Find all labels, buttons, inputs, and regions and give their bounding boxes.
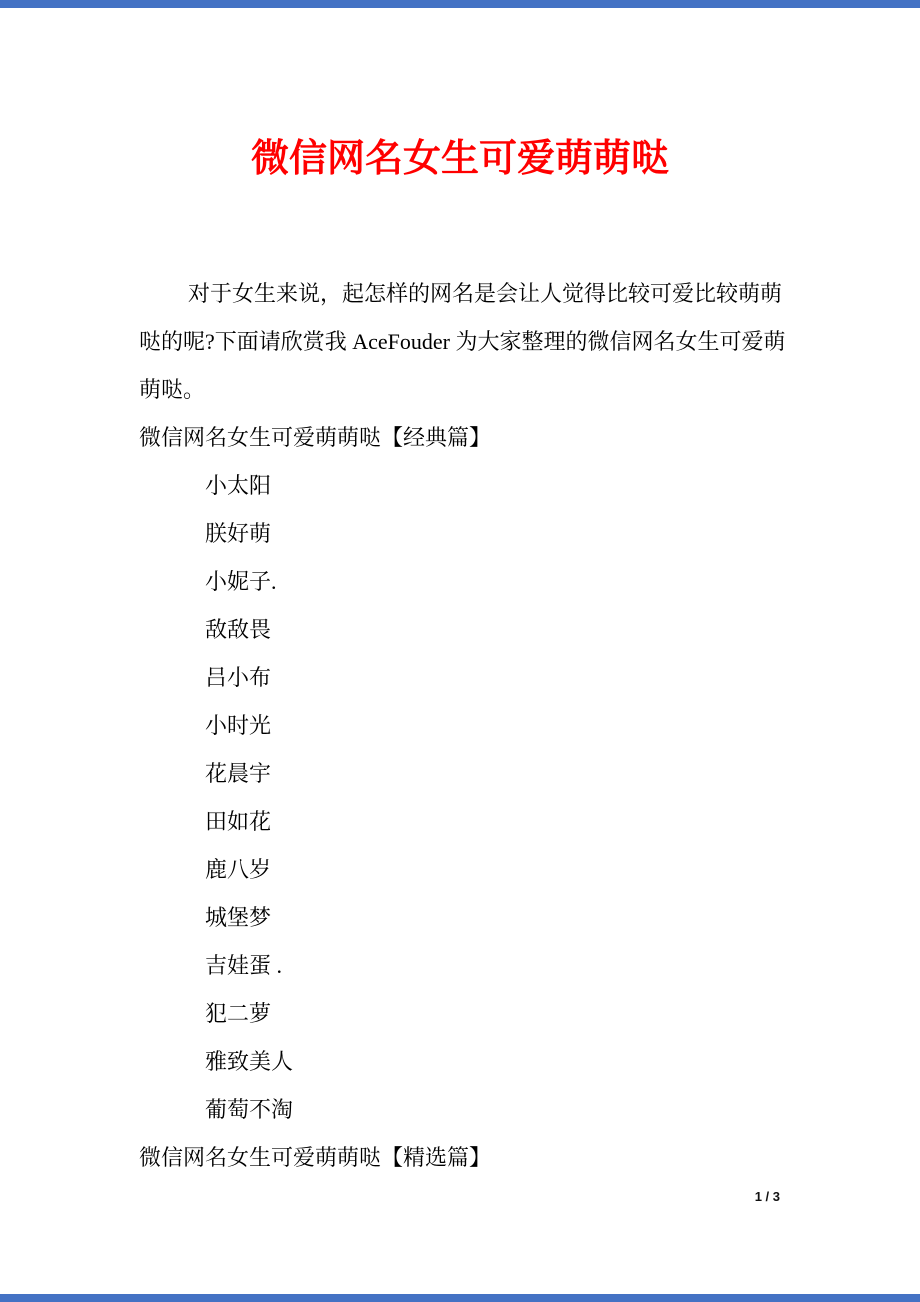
list-item: 吕小布 <box>205 665 272 690</box>
list-item: 城堡梦 <box>205 905 272 930</box>
section-heading-selected: 微信网名女生可爱萌萌哒【精选篇】 <box>139 1145 492 1170</box>
page-top-border <box>0 0 920 8</box>
paragraph-line: 萌哒。 <box>139 377 206 402</box>
list-item: 葡萄不淘 <box>205 1097 294 1122</box>
list-item: 小时光 <box>205 713 272 738</box>
page-bottom-border <box>0 1294 920 1302</box>
section-heading-classic: 微信网名女生可爱萌萌哒【经典篇】 <box>139 425 492 450</box>
list-item: 花晨宇 <box>205 761 272 786</box>
list-item: 鹿八岁 <box>205 857 272 882</box>
page-number: 1 / 3 <box>754 1189 780 1204</box>
list-item: 小妮子. <box>205 569 277 594</box>
intro-paragraph <box>139 270 786 414</box>
document-title: 微信网名女生可爱萌萌哒 <box>250 138 669 180</box>
paragraph-line: 对于女生来说，起怎样的网名是会让人觉得比较可爱比较萌萌 <box>188 281 783 306</box>
list-item: 朕好萌 <box>205 521 272 546</box>
list-item: 雅致美人 <box>205 1049 294 1074</box>
list-item: 吉娃蛋 . <box>205 953 283 978</box>
list-item: 犯二萝 <box>205 1001 272 1026</box>
document-body <box>139 270 786 1182</box>
list-item: 小太阳 <box>205 473 272 498</box>
nickname-list-classic <box>139 462 782 1134</box>
paragraph-line: 哒的呢?下面请欣赏我 AceFouder 为大家整理的微信网名女生可爱萌 <box>139 329 786 354</box>
list-item: 田如花 <box>205 809 272 834</box>
list-item: 敌敌畏 <box>205 617 272 642</box>
